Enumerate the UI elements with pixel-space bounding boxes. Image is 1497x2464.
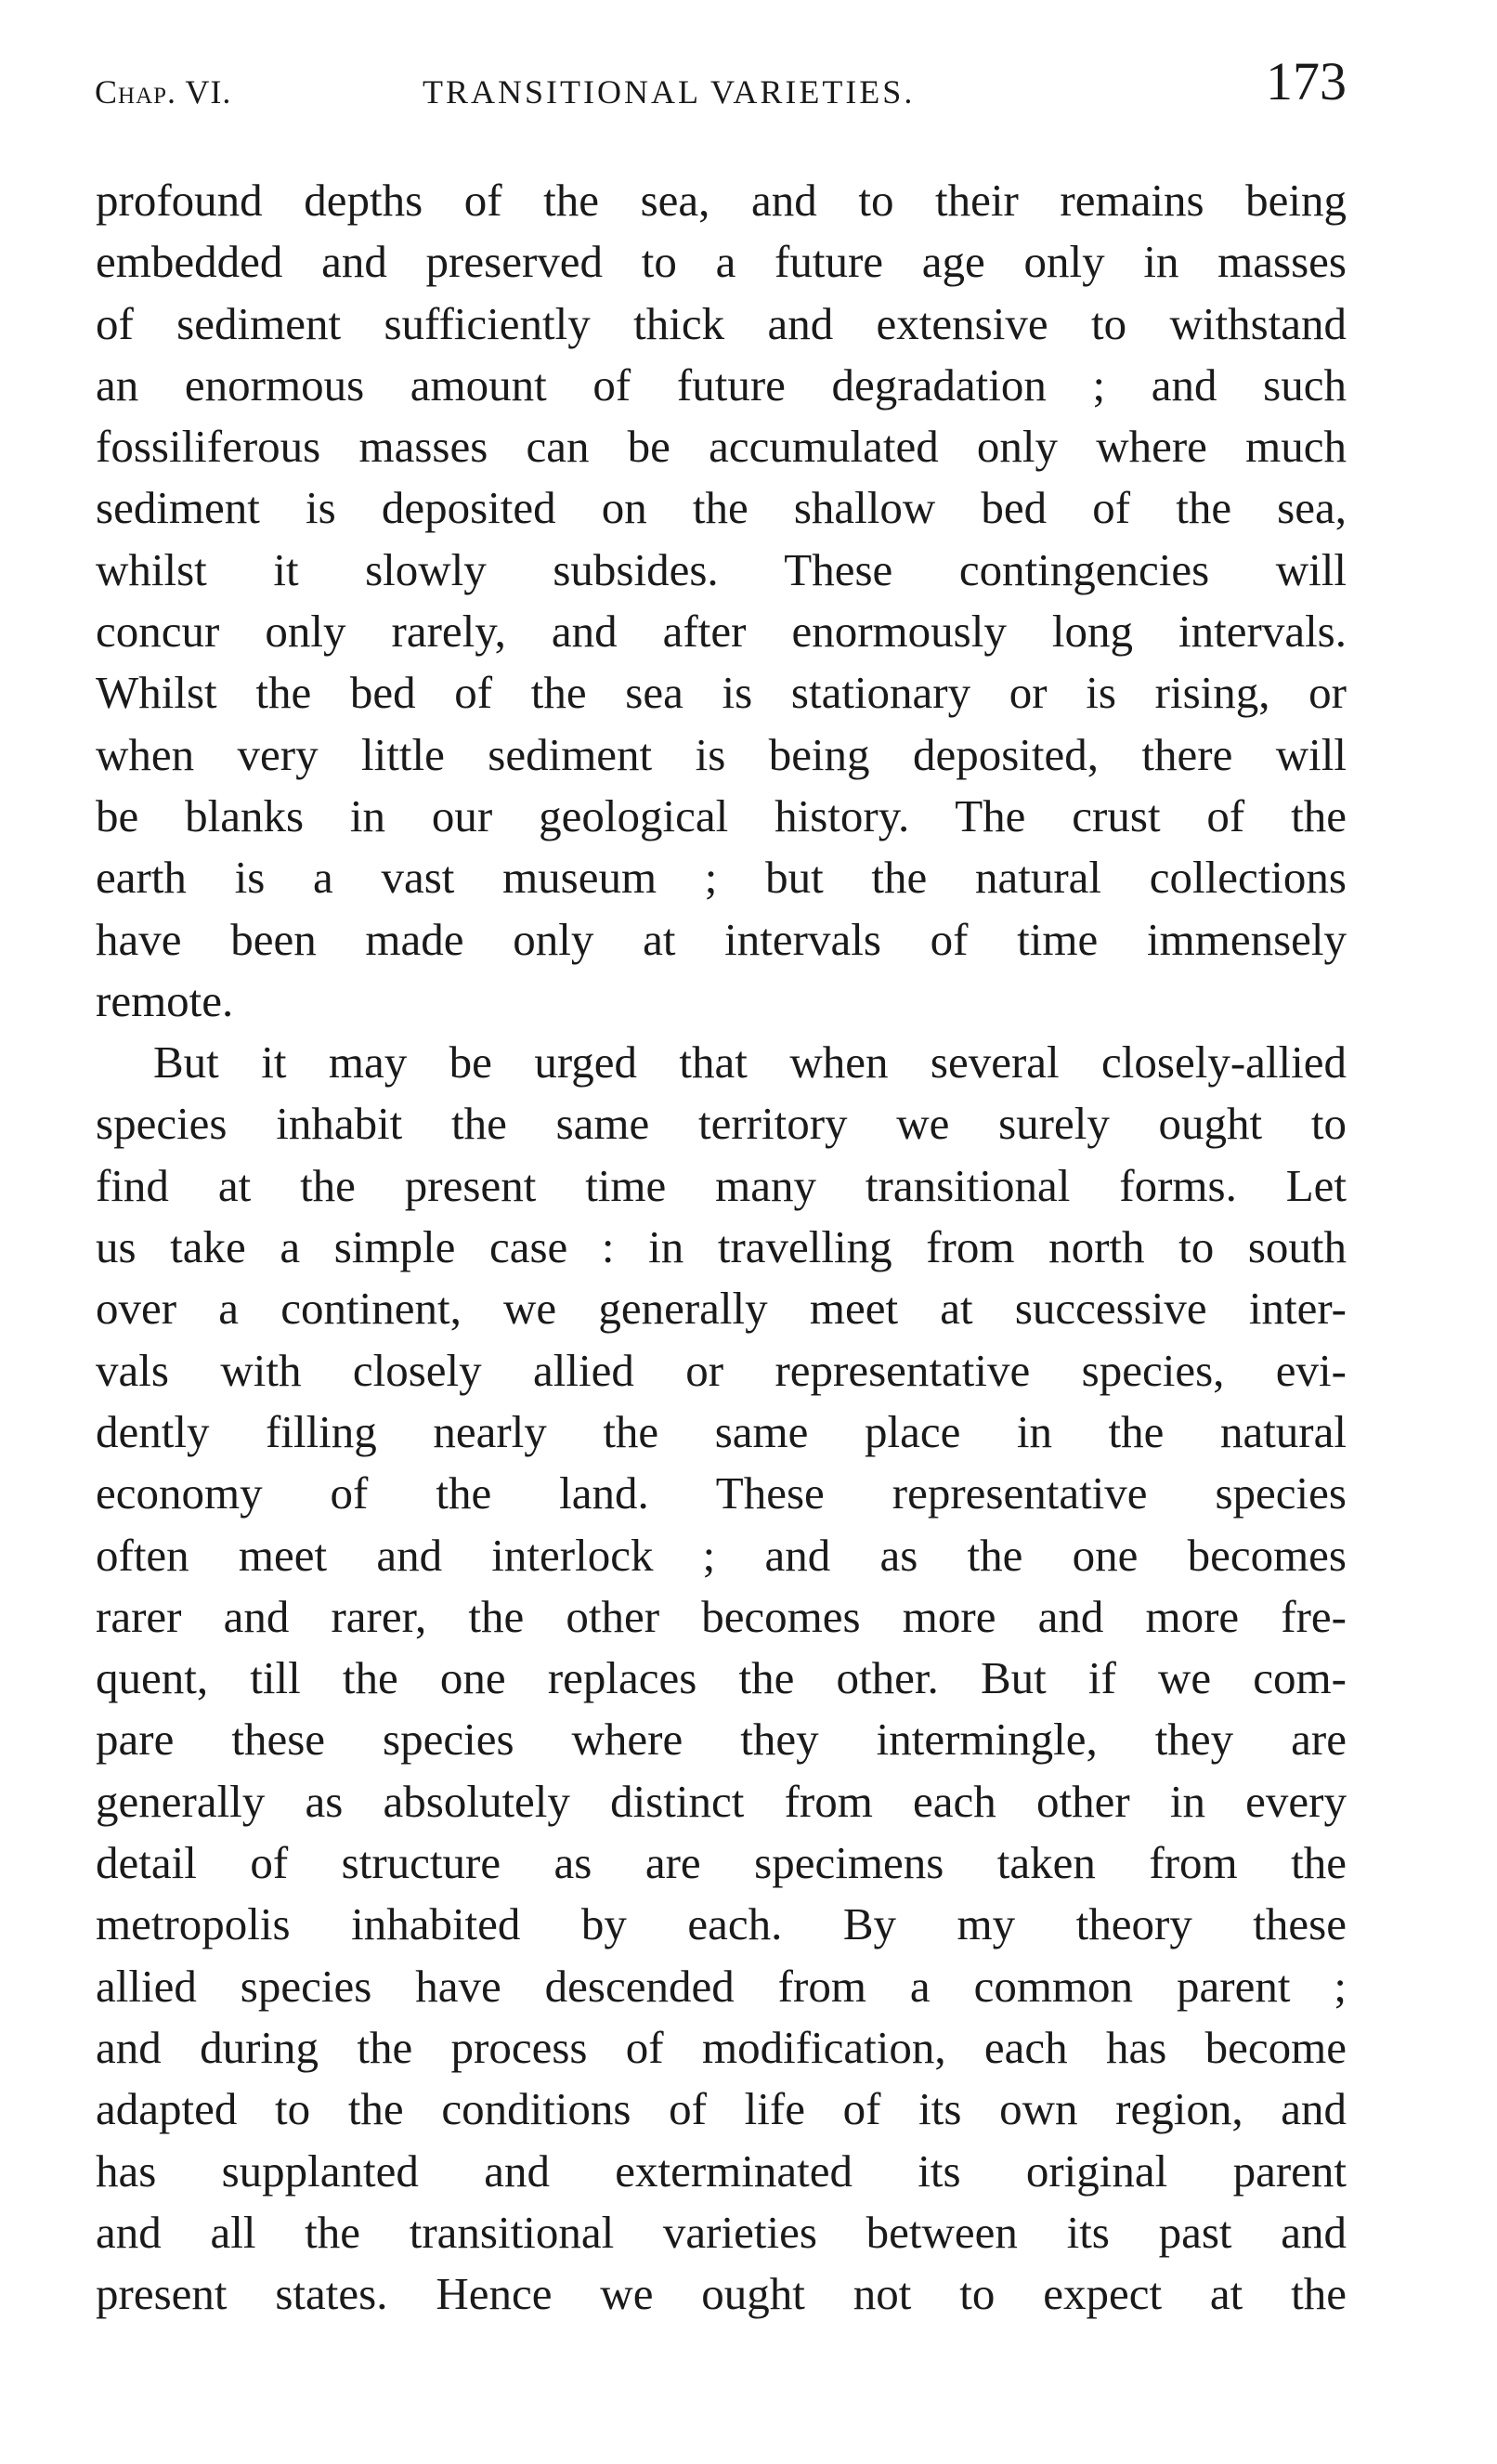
text-line: concur only rarely, and after enormously long intervals.	[96, 606, 1347, 658]
text-line: often meet and interlock ; and as the one becomes	[96, 1529, 1347, 1581]
text-line: Whilst the bed of the sea is stationary or is rising, or	[96, 667, 1347, 719]
paragraph-start-line: But it may be urged that when several closely-allied	[153, 1036, 1347, 1089]
text-line: vals with closely allied or representative species, evi-	[96, 1344, 1347, 1396]
running-title: TRANSITIONAL VARIETIES.	[423, 73, 916, 111]
text-line: species inhabit the same territory we surely ought to	[96, 1098, 1347, 1150]
text-line: earth is a vast museum ; but the natural collections	[96, 852, 1347, 904]
chapter-label: Chap. VI.	[95, 73, 232, 111]
text-line: whilst it slowly subsides. These contingencies will	[96, 543, 1347, 595]
text-line: embedded and preserved to a future age only in masses	[96, 236, 1347, 288]
page-number: 173	[1266, 51, 1347, 111]
text-line: has supplanted and exterminated its original parent	[96, 2145, 1347, 2197]
text-line: have been made only at intervals of time immensely	[96, 913, 1347, 965]
text-line: us take a simple case : in travelling from north to south	[96, 1221, 1347, 1273]
text-line: an enormous amount of future degradation ; and such	[96, 359, 1347, 411]
text-line: of sediment sufficiently thick and extensive to withstand	[96, 297, 1347, 349]
text-line: allied species have descended from a common parent ;	[96, 1960, 1347, 2012]
text-line: find at the present time many transitional forms. Let	[96, 1159, 1347, 1211]
body-text	[96, 170, 1347, 2325]
text-line: remote.	[96, 974, 234, 1026]
text-line: rarer and rarer, the other becomes more and more fre-	[96, 1590, 1347, 1642]
text-line: economy of the land. These representative species	[96, 1467, 1347, 1519]
text-line: when very little sediment is being deposited, there will	[96, 728, 1347, 780]
text-line: profound depths of the sea, and to their remains being	[96, 175, 1347, 226]
text-line: and all the transitional varieties between its past and	[96, 2206, 1347, 2258]
text-line: generally as absolutely distinct from each other in every	[96, 1775, 1347, 1827]
text-line: fossiliferous masses can be accumulated only where much	[96, 421, 1347, 473]
text-line: adapted to the conditions of life of its own region, and	[96, 2083, 1347, 2135]
text-line: detail of structure as are specimens taken from the	[96, 1837, 1347, 1889]
text-line: sediment is deposited on the shallow bed of the sea,	[96, 482, 1347, 534]
text-line: and during the process of modification, each has become	[96, 2021, 1347, 2073]
text-line: metropolis inhabited by each. By my theory these	[96, 1898, 1347, 1950]
text-line: over a continent, we generally meet at successive inter-	[96, 1283, 1347, 1335]
text-line: pare these species where they intermingle, they are	[96, 1714, 1347, 1766]
text-line: present states. Hence we ought not to expect at the	[96, 2268, 1347, 2320]
text-line: dently filling nearly the same place in the natural	[96, 1405, 1347, 1457]
running-header	[93, 45, 1347, 119]
text-line: quent, till the one replaces the other. But if we com-	[96, 1652, 1347, 1704]
text-line: be blanks in our geological history. The crust of the	[96, 789, 1347, 841]
